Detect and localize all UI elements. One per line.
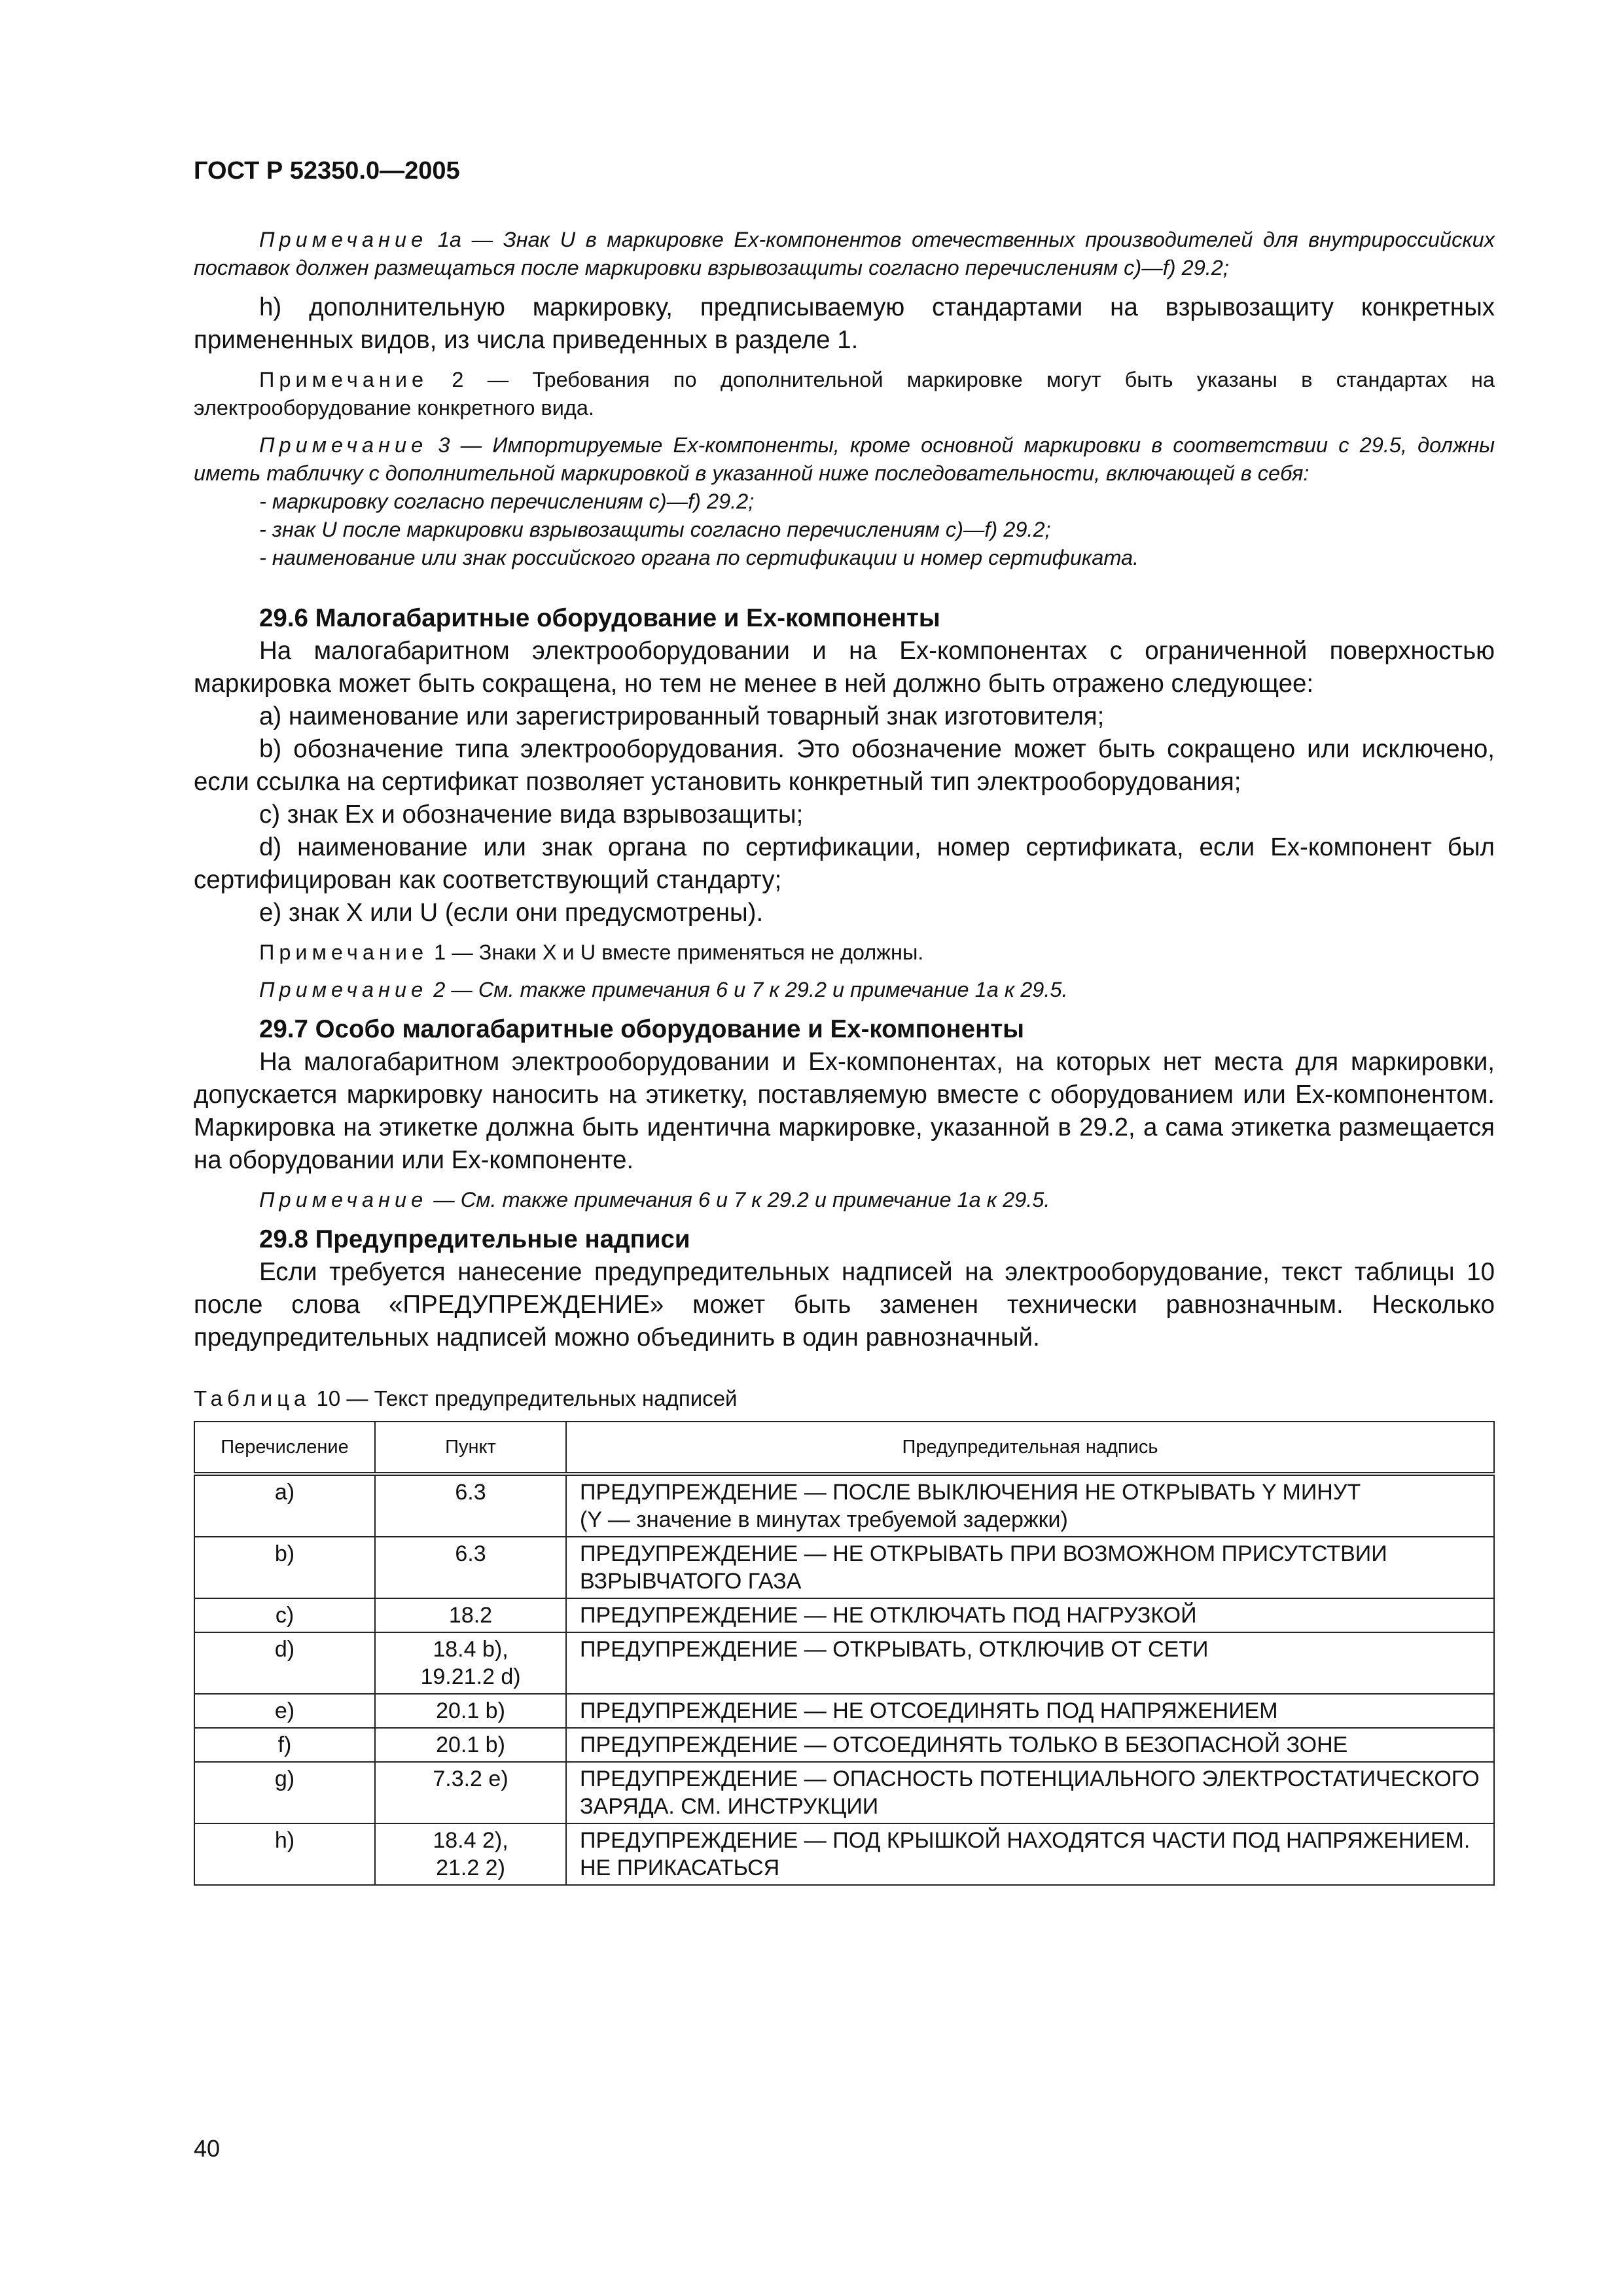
table-cell-enum: d)	[194, 1632, 375, 1694]
table-row	[194, 1694, 1494, 1728]
note-29-7	[194, 1186, 1495, 1214]
document-header: ГОСТ Р 52350.0—2005	[194, 157, 460, 185]
clause-line: 18.4 2),	[433, 1828, 508, 1853]
clause-line: 19.21.2 d)	[420, 1664, 521, 1689]
list-item: d) наименование или знак органа по сертификации, номер сертификата, если Ех-компонент был сертифицирован как соответствующий стандарту;	[194, 833, 1495, 894]
column-header: Пункт	[375, 1422, 566, 1474]
list-item: c) знак Ex и обозначение вида взрывозащиты;	[259, 800, 804, 829]
table-cell-enum: f)	[194, 1728, 375, 1762]
table-cell-text: ПРЕДУПРЕЖДЕНИЕ — ОТКРЫВАТЬ, ОТКЛЮЧИВ ОТ СЕТИ	[566, 1632, 1494, 1694]
table-cell-text: ПРЕДУПРЕЖДЕНИЕ — НЕ ОТКЛЮЧАТЬ ПОД НАГРУЗКОЙ	[566, 1598, 1494, 1632]
warning-subtext: (Y — значение в минутах требуемой задержки)	[580, 1507, 1068, 1532]
table-cell-enum: h)	[194, 1823, 375, 1885]
table-cell-clause: 7.3.2 e)	[375, 1762, 566, 1823]
list-item: e) знак X или U (если они предусмотрены).	[259, 899, 764, 927]
note-text: 3 — Импортируемые Ех-компоненты, кроме основной маркировки в соответствии с 29.5, должны иметь табличку с дополнительной маркировкой в указанной ниже последовательности, включающей в себя:	[194, 433, 1495, 485]
table-cell-enum: c)	[194, 1598, 375, 1632]
list-item: - маркировку согласно перечислениям c)—f) 29.2;	[259, 490, 755, 513]
item-h: h) дополнительную маркировку, предписываемую стандартами на взрывозащиту конкретных примененных видов, из числа приведенных в разделе 1.	[194, 293, 1495, 354]
table-cell-clause	[375, 1632, 566, 1694]
note-1a	[194, 226, 1495, 282]
list-item: - наименование или знак российского органа по сертификации и номер сертификата.	[259, 546, 1139, 569]
note-label: Примечание	[259, 228, 428, 251]
list-item: b) обозначение типа электрооборудования. Это обозначение может быть сокращено или исключено, если ссылка на сертификат позволяет установить конкретный тип электрооборудования;	[194, 735, 1495, 796]
table-caption-text: 10 — Текст предупредительных надписей	[310, 1386, 738, 1410]
table-cell-text: ПРЕДУПРЕЖДЕНИЕ — НЕ ОТКРЫВАТЬ ПРИ ВОЗМОЖНОМ ПРИСУТСТВИИ ВЗРЫВЧАТОГО ГАЗА	[566, 1537, 1494, 1598]
table-header-row	[194, 1422, 1494, 1474]
column-header: Предупредительная надпись	[566, 1422, 1494, 1474]
section-paragraph: На малогабаритном электрооборудовании и Ех-компонентах, на которых нет места для маркировки, допускается маркировку наносить на этикетку, поставляемую вместе с оборудованием или Ех-компонентом. Маркировка на этикетке должна быть идентична маркировке, указанной в 29.2, а сама этикетка размещается на оборудовании или Ех-компоненте.	[194, 1048, 1495, 1174]
table-cell-enum: a)	[194, 1474, 375, 1537]
section-paragraph: Если требуется нанесение предупредительных надписей на электрооборудование, текст таблицы 10 после слова «ПРЕДУПРЕЖДЕНИЕ» может быть заменен технически равнозначным. Несколько предупредительных надписей можно объединить в один равнозначный.	[194, 1258, 1495, 1352]
note-text: 1а — Знак U в маркировке Ех-компонентов отечественных производителей для внутрироссийских поставок должен размещаться после маркировки взрывозащиты согласно перечислениям c)—f) 29.2;	[194, 228, 1495, 279]
table-row	[194, 1762, 1494, 1823]
note-text: 1 — Знаки X и U вместе применяться не должны.	[428, 941, 924, 964]
note-text: — См. также примечания 6 и 7 к 29.2 и примечание 1а к 29.5.	[427, 1188, 1050, 1211]
table-cell-text: ПРЕДУПРЕЖДЕНИЕ — НЕ ОТСОЕДИНЯТЬ ПОД НАПРЯЖЕНИЕМ	[566, 1694, 1494, 1728]
section-title-29-6: 29.6 Малогабаритные оборудование и Ех-компоненты	[259, 604, 940, 632]
table-cell-text: ПРЕДУПРЕЖДЕНИЕ — ОПАСНОСТЬ ПОТЕНЦИАЛЬНОГО ЭЛЕКТРОСТАТИЧЕСКОГО ЗАРЯДА. СМ. ИНСТРУКЦИИ	[566, 1762, 1494, 1823]
document-page	[194, 157, 1495, 1886]
list-item: a) наименование или зарегистрированный товарный знак изготовителя;	[259, 702, 1105, 730]
clause-line: 18.4 b),	[433, 1637, 508, 1662]
table-cell-text	[566, 1474, 1494, 1537]
column-header: Перечисление	[194, 1422, 375, 1474]
table-row	[194, 1474, 1494, 1537]
note-29-6-1	[194, 939, 1495, 967]
table-cell-clause: 6.3	[375, 1537, 566, 1598]
table-cell-text: ПРЕДУПРЕЖДЕНИЕ — ПОД КРЫШКОЙ НАХОДЯТСЯ ЧАСТИ ПОД НАПРЯЖЕНИЕМ. НЕ ПРИКАСАТЬСЯ	[566, 1823, 1494, 1885]
table-cell-clause: 20.1 b)	[375, 1728, 566, 1762]
warnings-table	[194, 1421, 1495, 1886]
note-text: 2 — См. также примечания 6 и 7 к 29.2 и примечание 1а к 29.5.	[427, 978, 1068, 1001]
table-cell-text: ПРЕДУПРЕЖДЕНИЕ — ОТСОЕДИНЯТЬ ТОЛЬКО В БЕЗОПАСНОЙ ЗОНЕ	[566, 1728, 1494, 1762]
table-cell-clause: 6.3	[375, 1474, 566, 1537]
note-label: Примечание	[259, 1188, 428, 1211]
note-label: Примечание	[259, 433, 428, 457]
table-caption	[194, 1384, 1495, 1413]
note-label: Примечание	[259, 978, 428, 1001]
note-text: 2 — Требования по дополнительной маркировке могут быть указаны в стандартах на электрооборудование конкретного вида.	[194, 368, 1495, 420]
note-label: Примечание	[259, 368, 429, 391]
table-cell-enum: e)	[194, 1694, 375, 1728]
table-cell-clause	[375, 1823, 566, 1885]
table-cell-enum: g)	[194, 1762, 375, 1823]
clause-line: 21.2 2)	[436, 1856, 505, 1880]
page-number: 40	[194, 2135, 221, 2162]
table-caption-label: Таблица	[194, 1386, 311, 1410]
note-label: Примечание	[259, 941, 429, 964]
section-title-29-7: 29.7 Особо малогабаритные оборудование и Ех-компоненты	[259, 1015, 1025, 1043]
table-cell-clause: 18.2	[375, 1598, 566, 1632]
table-row	[194, 1537, 1494, 1598]
list-item: - знак U после маркировки взрывозащиты согласно перечислениям c)—f) 29.2;	[259, 518, 1051, 541]
table-cell-enum: b)	[194, 1537, 375, 1598]
note-2	[194, 366, 1495, 422]
table-row	[194, 1598, 1494, 1632]
section-title-29-8: 29.8 Предупредительные надписи	[259, 1225, 690, 1253]
table-row	[194, 1728, 1494, 1762]
table-row	[194, 1632, 1494, 1694]
note-3	[194, 431, 1495, 488]
table-cell-clause: 20.1 b)	[375, 1694, 566, 1728]
note-29-6-2	[194, 976, 1495, 1004]
section-paragraph: На малогабаритном электрооборудовании и на Ех-компонентах с ограниченной поверхностью маркировка может быть сокращена, но тем не менее в ней должно быть отражено следующее:	[194, 637, 1495, 698]
table-row	[194, 1823, 1494, 1885]
warning-text: ПРЕДУПРЕЖДЕНИЕ — ПОСЛЕ ВЫКЛЮЧЕНИЯ НЕ ОТКРЫВАТЬ Y МИНУТ	[580, 1480, 1361, 1505]
